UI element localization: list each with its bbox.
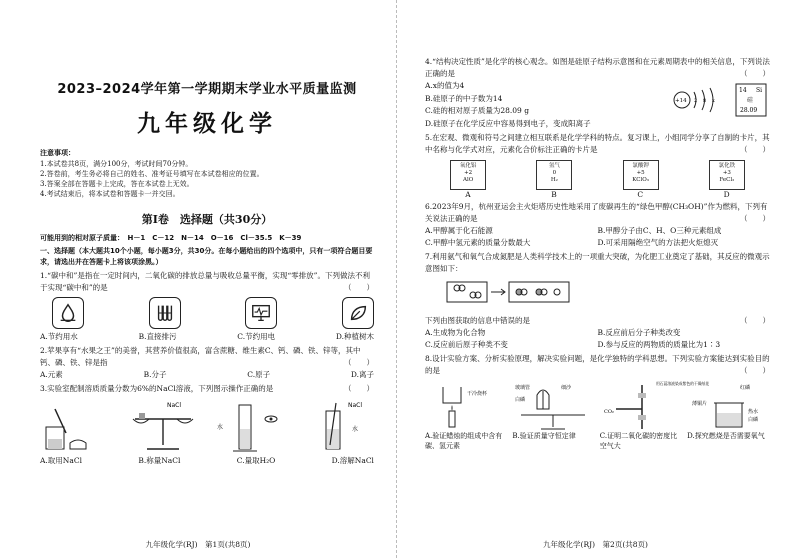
exam-title: 2023–2024学年第一学期期末学业水平质量监测 [57,82,357,97]
option[interactable]: A.生成物为化合物 [425,328,486,337]
page-footer: 九年级化学(RJ) 第1页(共8页) [145,540,251,549]
option[interactable]: A.节约用水 [40,332,78,341]
answer-bracket: （ ） [344,384,374,393]
element-name: 硅 [747,97,754,104]
answer-bracket: （ ） [344,358,374,367]
option[interactable]: C.硅的相对原子质量为28.09 g [425,106,530,115]
answer-bracket: （ ） [740,145,770,154]
element-number: 14 [739,87,747,94]
option[interactable]: A.验证蜡烛的组成中含有碳、氢元素 [425,432,503,450]
q5-cards [425,160,770,190]
question-8 [425,353,770,377]
option[interactable]: A.元素 [40,370,63,379]
formula-card: 氢气 0 H₂ [536,160,572,190]
figure-label: 细沙 [561,385,572,391]
figure-label: 用石蕊溶液染成紫色的干燥纸花 [655,381,709,386]
question-7 [425,251,770,275]
subject-title: 九年级化学 [137,110,277,137]
notice-heading: 注意事项： [40,149,75,157]
notice-item: 1.本试卷共8页，满分100分，考试时间70分钟。 [40,160,193,168]
shell-electrons: x [712,98,715,104]
option[interactable]: A [465,190,471,199]
nacl-label: NaCl [166,402,181,409]
section-title: 第Ⅰ卷 选择题（共30分） [141,213,273,226]
option[interactable]: D.硅原子在化学反应中容易得到电子，变成阳离子 [425,118,591,128]
option[interactable]: C.证明二氧化碳的密度比空气大 [599,432,678,450]
q7-options [425,327,770,351]
atomic-masses: 可能用到的相对原子质量： H－1 C－12 N－14 O－16 Cl－35.5 K－39 [40,234,302,242]
option[interactable]: C.甲醇中氢元素的质量分数最大 [425,238,531,247]
question-stem: 3.实验室配制溶质质量分数为6%的NaCl溶液，下列图示操作正确的是 [40,384,274,393]
option[interactable]: B.称量NaCl [138,456,181,465]
question-1 [40,270,374,294]
test-tubes-icon [149,297,181,329]
option[interactable]: D [723,190,730,199]
figure-label: 热水 [747,409,758,415]
option[interactable]: D.可采用隔绝空气的方法把火炬熄灭 [597,238,719,247]
notice-item: 3.答案全部在答题卡上完成，答在本试卷上无效。 [40,180,194,188]
option[interactable]: C.量取H₂O [236,456,276,465]
answer-bracket: （ ） [740,366,770,375]
q3-figures [40,399,374,455]
q8-figures [425,381,770,431]
combustion-figure [690,381,770,431]
question-stem: 2.苹果享有“水果之王”的美誉，其营养价值很高，富含蔗糖、维生素C、钙、磷、铁、锌等，其中钙、磷、铁、锌是指 [40,346,361,367]
figure-label: CO₂ [603,409,614,415]
notice-item: 2.答卷前，考生务必将自己的姓名、准考证号填写在本试卷相应的位置。 [40,170,264,178]
figure-label: 白磷 [515,397,526,403]
formula-card: 氯酸钾 +5 KClO₃ [623,160,659,190]
mass-conservation-figure [513,381,593,431]
option[interactable]: B.反应前后分子种类改变 [597,328,681,337]
figure-label: 白磷 [747,417,758,423]
question-stem: 6.2023年9月，杭州亚运会主火炬塔历史性地采用了废碳再生的“绿色甲醇(CH₃OH)”作为燃料，下列有关说法正确的是 [425,202,768,223]
question-7-sub [425,315,770,327]
question-4 [425,56,770,80]
shell-electrons: 8 [703,98,707,104]
formula-card: 氯化铁 +3 FeCl₂ [709,160,745,190]
question-2 [40,345,374,369]
reaction-diagram [445,279,605,305]
option[interactable]: D.参与反应的两物质的质量比为1∶3 [597,340,721,349]
q1-options [40,331,374,343]
option[interactable]: D.探究燃烧是否需要氧气 [687,432,765,440]
answer-bracket: （ ） [740,214,770,223]
question-stem: 8.设计实验方案、分析实验原理，解决实验问题，是化学独特的学科思想。下列实验方案能达到实验目的的是 [425,354,770,375]
option[interactable]: A.甲醇属于化石能源 [425,226,493,235]
notice-item: 4.考试结束后，将本试卷和答题卡一并交回。 [40,190,180,198]
option[interactable]: A.x的值为4 [425,81,465,90]
page-footer: 九年级化学(RJ) 第2页(共8页) [543,540,648,549]
question-stem: 4.“结构决定性质”是化学的核心观念。如图是硅原子结构示意图和在元素周期表中的相关信息，下列说法正确的是 [425,57,770,78]
option[interactable]: B.硅原子的中子数为14 [425,93,503,103]
candle-figure [425,381,505,431]
q2-options [40,369,374,381]
answer-bracket: （ ） [344,283,374,292]
nacl-label: NaCl [347,402,362,409]
water-label: 水 [217,424,224,431]
option[interactable]: B.验证质量守恒定律 [512,432,576,440]
question-5 [425,132,770,156]
figure-label: 玻璃管 [515,385,531,391]
q4-body [425,80,770,130]
dissolve-figure [300,399,374,455]
page-2 [397,0,794,558]
water-drop-icon [52,297,84,329]
option[interactable]: B.分子 [143,370,167,379]
option[interactable]: A.取用NaCl [40,456,82,465]
option[interactable]: B [551,190,557,199]
figure-label: 红磷 [739,385,750,391]
instructions: 一、选择题（本大题共10个小题，每小题3分，共30分。在每小题给出的四个选项中，只有一项符合题目要求，请选出并在答题卡上将该项涂黑。） [40,247,373,266]
formula-card: 氧化铝 +2 AlO [450,160,486,190]
q4-options [425,80,591,130]
element-symbol: Si [756,87,763,94]
q3-options [40,455,374,467]
cylinder-figure [213,399,287,455]
element-mass: 28.09 [740,107,758,114]
answer-bracket: （ ） [740,69,770,78]
option[interactable]: C.原子 [247,370,271,379]
question-stem: 下列由图获取的信息中错误的是 [425,316,530,325]
question-6 [425,201,770,225]
water-label: 水 [351,426,358,433]
q6-options [425,225,770,249]
question-stem: 5.在宏观、微观和符号之间建立相互联系是化学学科的特点。复习课上，小组同学分享了自制的卡片，其中名称与化学式对应，元素化合价标注正确的卡片是 [425,133,770,154]
option[interactable]: C.节约用电 [237,332,276,341]
figure-label: 干冷烧杯 [467,391,488,397]
option[interactable]: D.溶解NaCl [331,456,374,465]
answer-bracket: （ ） [740,316,770,325]
option[interactable]: D.离子 [350,370,374,379]
leaf-icon [342,297,374,329]
q1-icons [40,297,374,329]
question-3 [40,383,374,395]
take-nacl-figure [40,399,114,455]
nucleus-charge: +14 [675,98,687,104]
balance-figure [127,399,201,455]
q8-options [425,431,770,451]
figure-label: 薄铜片 [691,401,707,407]
option[interactable]: D.种植树木 [335,332,374,341]
option[interactable]: C [637,190,644,199]
option[interactable]: C.反应前后原子种类不变 [425,340,508,349]
option[interactable]: B.直接排污 [138,332,177,341]
monitor-icon [245,297,277,329]
notice-block [40,148,374,199]
question-stem: 7.利用氨气和氧气合成氮肥是人类科学技术上的一项重大突破，为化肥工业奠定了基础，其反应的微观示意图如下： [425,252,770,273]
shell-electrons: 2 [694,98,698,104]
silicon-atom-figure [670,80,770,120]
option[interactable]: B.甲醇分子由C、H、O三种元素组成 [597,226,722,235]
q5-card-labels [425,190,770,199]
question-stem: 1.“碳中和”是指在一定时间内，二氧化碳的排放总量与吸收总量平衡，实现“零排放”。下列做法不利于实现“碳中和”的是 [40,271,370,292]
